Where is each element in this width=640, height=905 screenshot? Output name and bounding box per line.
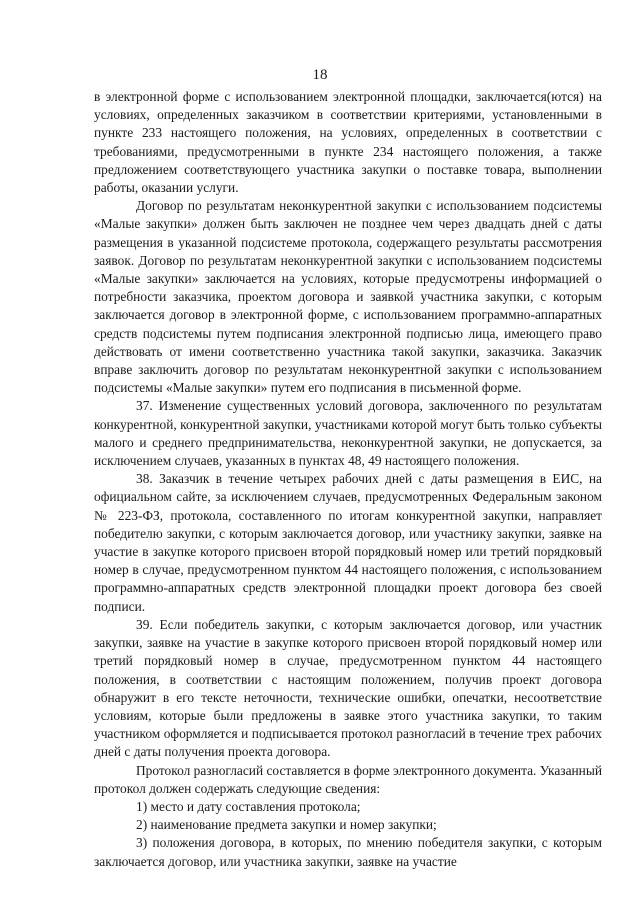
- document-body: [94, 88, 602, 871]
- paragraph-continuation: в электронной форме с использованием электронной площадки, заключается(ются) на условиях, определенных заказчиком в соответствии критериями, установленными в пункте 233 настоящего положения, на условиях, определенных в соответствии с требованиями, предусмотренными в пункте 234 настоящего положения, а также предложением соответствующего участника закупки о поставке товара, выполнении работы, оказании услуги.: [94, 89, 602, 196]
- list-item-3: 3) положения договора, в которых, по мнению победителя закупки, с которым заключается договор, или участника закупки, заявке на участие: [94, 835, 602, 869]
- paragraph-item-37: 37. Изменение существенных условий договора, заключенного по результатам конкурентной, конкурентной закупки, участниками которой могут быть только субъекты малого и среднего предпринимательства, неконкурентной закупки, не допускается, за исключением случаев, указанных в пунктах 48, 49 настоящего положения.: [94, 398, 602, 469]
- page-number: 18: [312, 67, 328, 83]
- paragraph-small-purchases-contract: Договор по результатам неконкурентной закупки с использованием подсистемы «Малые закупки» должен быть заключен не позднее чем через двадцать дней с даты размещения в указанной подсистеме протокола, содержащего результаты рассмотрения заявок. Договор по результатам неконкурентной закупки с использованием подсистемы «Малые закупки» заключается на условиях, которые предусмотрены информацией о потребности заказчика, проектом договора и заявкой участника закупки, с которым заключается договор в электронной форме, с использованием программно-аппаратных средств подсистемы путем подписания электронной подписью лица, имеющего право действовать от имени соответственно участника такой закупки, заказчика. Заказчик вправе заключить договор по результатам неконкурентной закупки с использованием подсистемы «Малые закупки» путем его подписания в письменной форме.: [94, 198, 602, 396]
- paragraph-item-38: 38. Заказчик в течение четырех рабочих дней с даты размещения в ЕИС, на официальном сайте, за исключением случаев, предусмотренных Федеральным законом № 223-ФЗ, протокола, составленного по итогам конкурентной закупки, направляет победителю закупки, с которым заключается договор, или участнику закупки, заявке на участие в закупке которого присвоен второй порядковый номер или третий порядковый номер в случае, предусмотренном пунктом 44 настоящего положения, с использованием программно-аппаратных средств электронной площадки проект договора без своей подписи.: [94, 471, 602, 614]
- paragraph-disagreement-protocol: Протокол разногласий составляется в форме электронного документа. Указанный протокол должен содержать следующие сведения:: [94, 762, 603, 796]
- list-item-1: 1) место и дату составления протокола;: [136, 798, 361, 814]
- list-item-2: 2) наименование предмета закупки и номер закупки;: [136, 817, 437, 833]
- paragraph-item-39: 39. Если победитель закупки, с которым заключается договор, или участник закупки, заявке на участие в закупке которого присвоен второй порядковый номер или третий порядковый номер в случае, предусмотренном пунктом 44 настоящего положения, в соответствии с настоящим положением, получив проект договора обнаружит в его тексте неточности, технические ошибки, опечатки, несоответствие условиям, которые были предложены в заявке этого участника закупки, то таким участником оформляется и подписывается протокол разногласий в течение трех рабочих дней с даты получения проекта договора.: [94, 616, 602, 760]
